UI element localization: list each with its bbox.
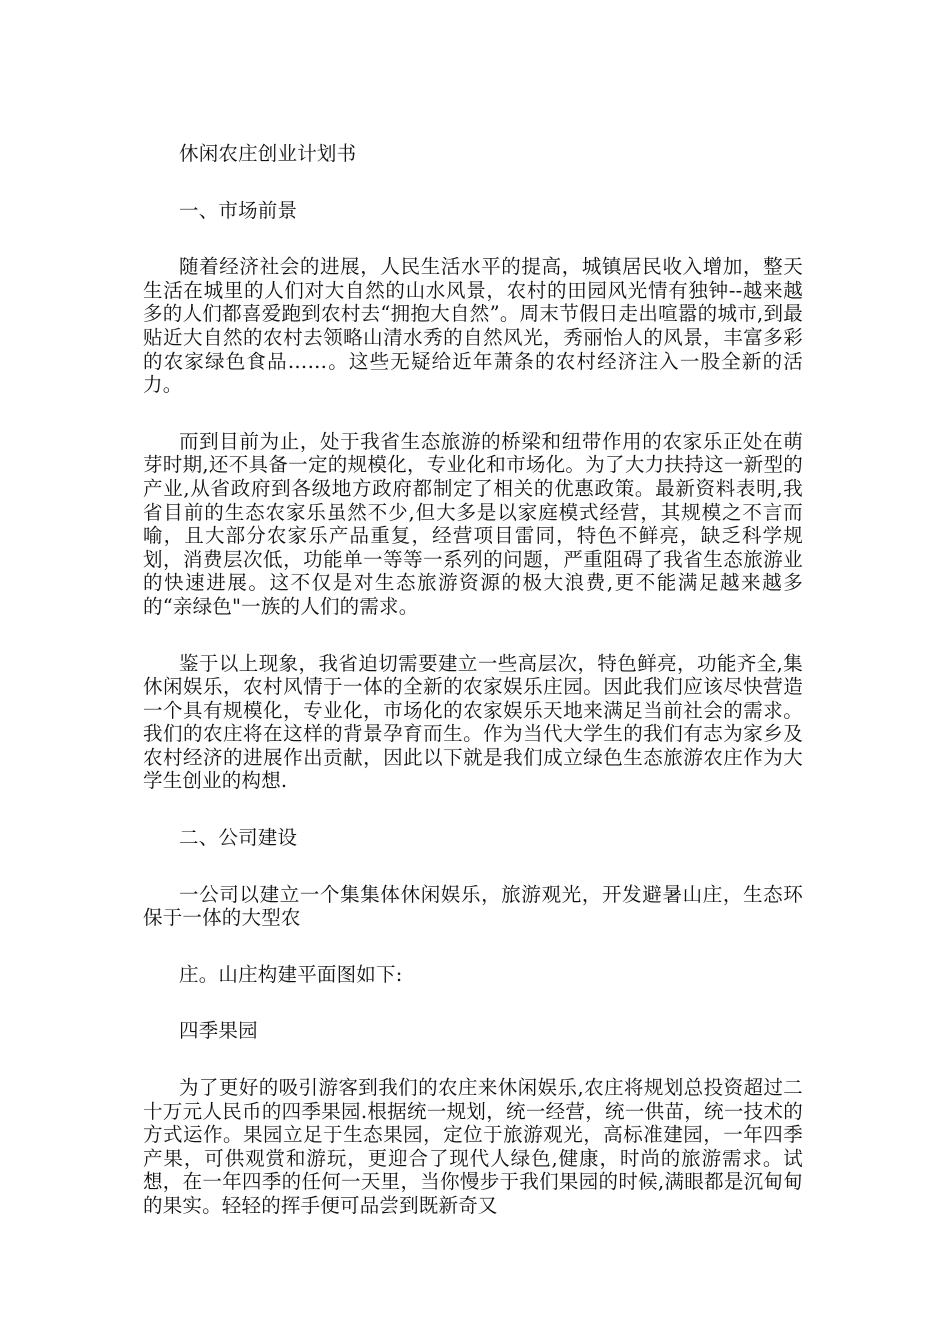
paragraph-market-2: 而到目前为止，处于我省生态旅游的桥梁和纽带作用的农家乐正处在萌芽时期,还不具备一定的规模化，专业化和市场化。为了大力扶持这一新型的产业,从省政府到各级地方政府都制定了相关的优惠政策。最新资料表明,我省目前的生态农家乐虽然不少,但大多是以家庭模式经营，其规模之不言而喻，且大部分农家乐产品重复，经营项目雷同，特色不鲜亮，缺乏科学规划，消费层次低，功能单一等等一系列的问题，严重阻碍了我省生态旅游业的快速进展。这不仅是对生态旅游资源的极大浪费,更不能满足越来越多的“亲绿色"一族的人们的需求。 <box>143 429 803 618</box>
paragraph-company-1: 一公司以建立一个集集体休闲娱乐，旅游观光，开发避暑山庄，生态环保于一体的大型农 <box>143 882 803 930</box>
paragraph-orchard: 为了更好的吸引游客到我们的农庄来休闲娱乐,农庄将规划总投资超过二十万元人民币的四季果园.根据统一规划，统一经营，统一供苗，统一技术的方式运作。果园立足于生态果园，定位于旅游观光，高标准建园，一年四季产果，可供观赏和游玩，更迎合了现代人绿色,健康，时尚的旅游需求。试想，在一年四季的任何一天里，当你慢步于我们果园的时候,满眼都是沉甸甸的果实。轻轻的挥手便可品尝到既新奇又 <box>143 1076 803 1217</box>
document-title: 休闲农庄创业计划书 <box>179 142 357 165</box>
paragraph-market-1: 随着经济社会的进展，人民生活水平的提高，城镇居民收入增加，整天生活在城里的人们对大自然的山水风景，农村的田园风光情有独钟--越来越多的人们都喜爱跑到农村去“拥抱大自然”。周末节假日走出喧嚣的城市,到最贴近大自然的农村去领略山清水秀的自然风光，秀丽怡人的风景，丰富多彩的农家绿色食品……。这些无疑给近年萧条的农村经济注入一股全新的活力。 <box>143 255 803 397</box>
subheading-orchard: 四季果园 <box>179 1019 258 1043</box>
paragraph-company-2: 庄。山庄构建平面图如下: <box>179 962 403 986</box>
document-body <box>143 142 803 1218</box>
paragraph-market-3: 鉴于以上现象，我省迫切需要建立一些高层次，特色鲜亮，功能齐全,集休闲娱乐，农村风情于一体的全新的农家娱乐庄园。因此我们应该尽快营造一个具有规模化，专业化，市场化的农家娱乐天地来满足当前社会的需求。我们的农庄将在这样的背景孕育而生。作为当代大学生的我们有志为家乡及农村经济的进展作出贡献，因此以下就是我们成立绿色生态旅游农庄作为大学生创业的构想. <box>143 651 803 793</box>
section-heading-company: 二、公司建设 <box>179 826 298 850</box>
section-heading-market: 一、市场前景 <box>179 198 298 222</box>
